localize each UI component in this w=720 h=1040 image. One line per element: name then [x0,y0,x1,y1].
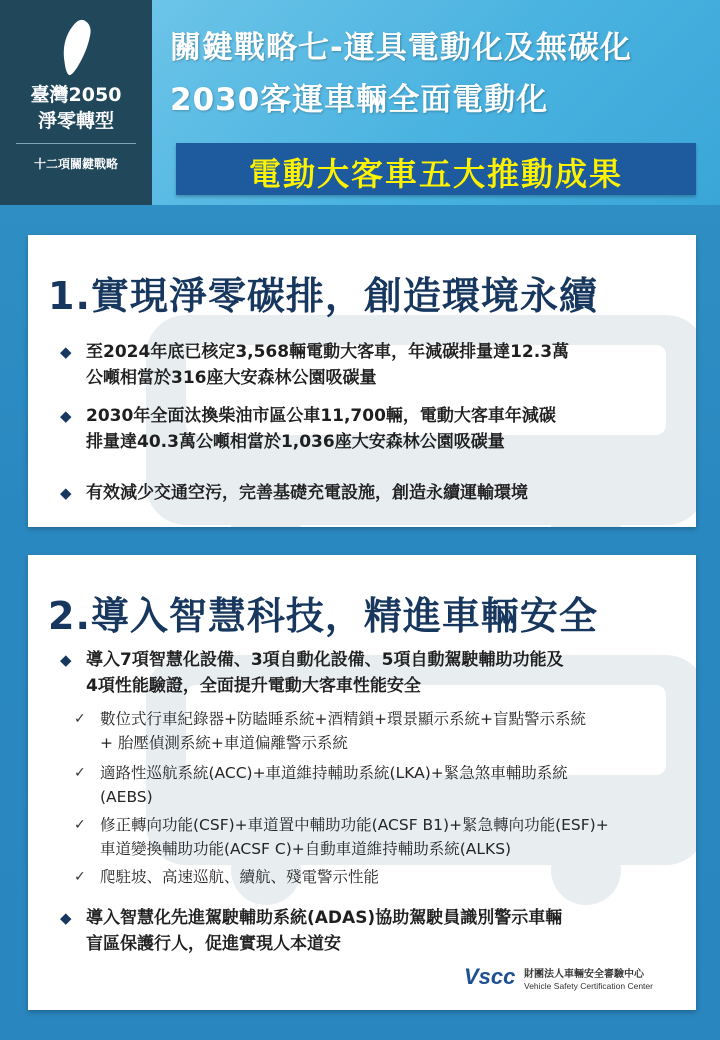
brand-panel [0,0,152,205]
diamond-bullet-icon: ◆ [60,651,72,669]
vscc-logo [464,960,684,1000]
list-item-text: 2030年全面汰換柴油市區公車11,700輛，電動大客車年減碳 排量達40.3萬公噸相當於1,036座大安森林公園吸碳量 [86,406,556,452]
headline-banner [176,143,696,195]
diamond-bullet-icon: ◆ [60,909,72,927]
section-card-1 [28,235,696,527]
banner-text: 電動大客車五大推動成果 [248,155,623,193]
taiwan-map-icon [56,18,96,78]
title-panel [152,0,720,205]
list-item [60,647,680,699]
checkmark-icon: ✓ [74,765,86,781]
vscc-name-en: Vehicle Safety Certification Center [524,981,653,991]
list-item-text: 導入智慧化先進駕駛輔助系統(ADAS)協助駕駛員識別警示車輛 盲區保護行人，促進實現人本道安 [86,908,563,954]
checkmark-icon: ✓ [74,869,86,885]
check-item [74,865,684,889]
brand-subtitle: 十二項關鍵戰略 [33,157,118,171]
divider [16,143,136,144]
diamond-bullet-icon: ◆ [60,407,72,425]
list-item [60,403,680,455]
check-item [74,813,684,861]
list-item-text: 至2024年底已核定3,568輛電動大客車，年減碳排量達12.3萬 公噸相當於316座大安森林公園吸碳量 [86,342,570,388]
diamond-bullet-icon: ◆ [60,484,72,502]
brand-title: 臺灣2050 淨零轉型 [30,84,122,132]
check-item-text: 修正轉向功能(CSF)+車道置中輔助功能(ACSF B1)+緊急轉向功能(ESF)+ 車道變換輔助功能(ACSF C)+自動車道維持輔助系統(ALKS) [100,816,609,858]
list-item-text: 導入7項智慧化設備、3項自動化設備、5項自動駕駛輔助功能及 4項性能驗證，全面提升電動大客車性能安全 [86,650,564,696]
section-title: 2.導入智慧科技，精進車輛安全 [48,594,598,638]
list-item [60,339,680,391]
check-item-text: 數位式行車紀錄器+防瞌睡系統+酒精鎖+環景顯示系統+盲點警示系統 + 胎壓偵測系統+車道偏離警示系統 [100,710,586,752]
vscc-logo-mark: Vscc [464,964,516,989]
page-title-line2: 2030客運車輛全面電動化 [170,82,549,118]
check-item [74,707,684,755]
list-item [60,905,680,957]
list-item-text: 有效減少交通空污，完善基礎充電設施，創造永續運輸環境 [86,483,528,503]
section-card-2 [28,555,696,1010]
section-title: 1.實現淨零碳排，創造環境永續 [48,274,598,318]
list-item [60,480,680,506]
check-item [74,761,684,809]
checkmark-icon: ✓ [74,817,86,833]
vscc-name-zh: 財團法人車輛安全審驗中心 [524,969,644,980]
check-item-text: 爬駐坡、高速巡航、續航、殘電警示性能 [100,868,380,886]
check-item-text: 適路性巡航系統(ACC)+車道維持輔助系統(LKA)+緊急煞車輔助系統 (AEBS) [100,764,568,806]
checkmark-icon: ✓ [74,711,86,727]
page-title-line1: 關鍵戰略七-運具電動化及無碳化 [170,30,632,66]
diamond-bullet-icon: ◆ [60,343,72,361]
